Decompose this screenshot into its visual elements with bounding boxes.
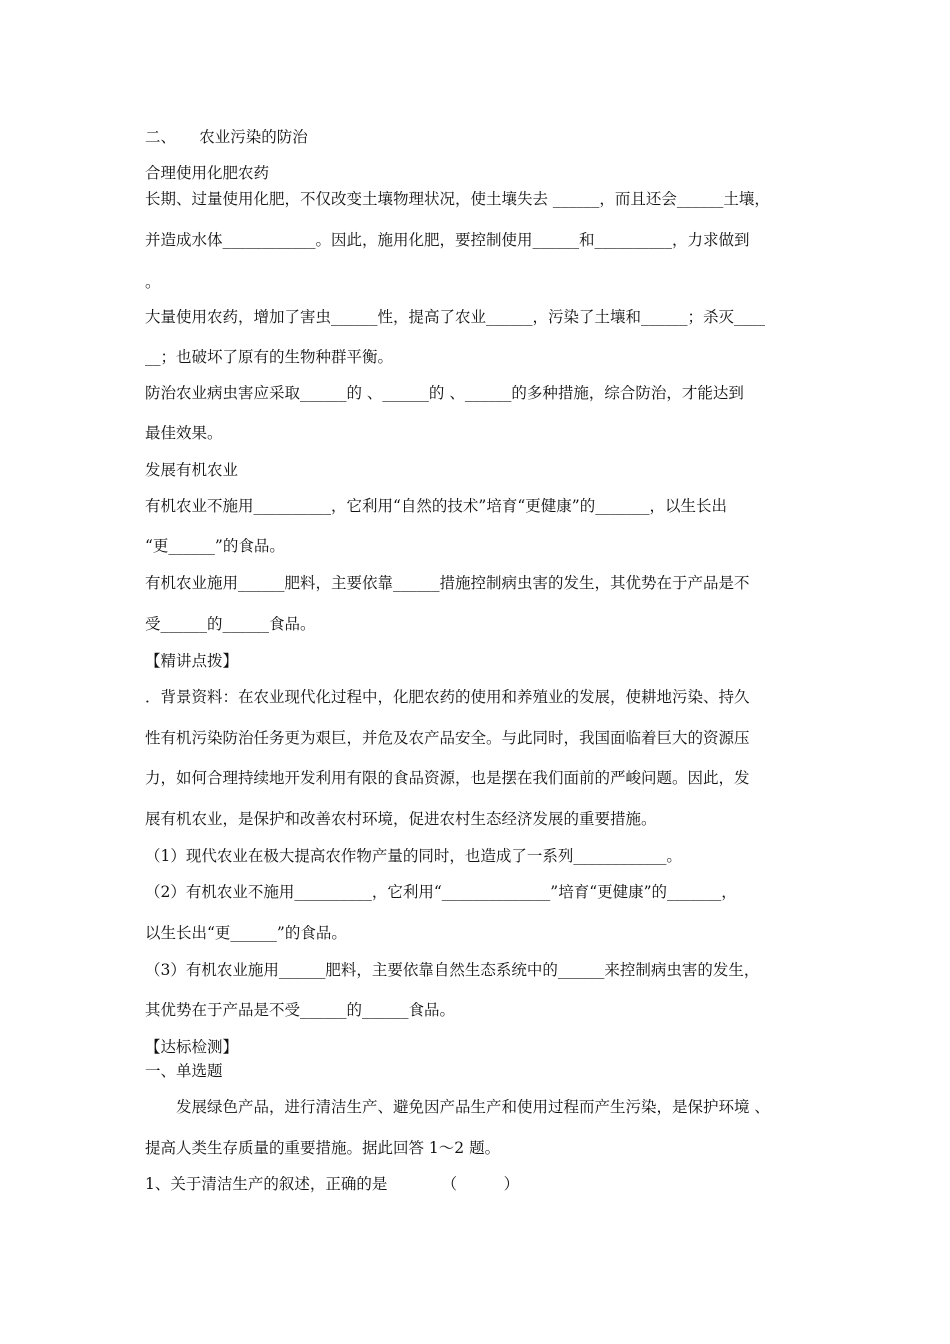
question-line: （3）有机农业施用______肥料，主要依靠自然生态系统中的______来控制病虫害的发生， bbox=[145, 961, 760, 979]
subheading-fertilizer: 合理使用化肥农药 bbox=[145, 164, 270, 182]
paragraph-line: 有机农业施用______肥料，主要依靠______措施控制病虫害的发生，其优势在于产品是不 bbox=[145, 574, 750, 592]
paragraph-line: 发展绿色产品，进行清洁生产、避免因产品生产和使用过程而产生污染，是保护环境 、 bbox=[145, 1098, 770, 1116]
section-heading: 二、 农业污染的防治 bbox=[145, 128, 308, 146]
paragraph-line: 受______的______食品。 bbox=[145, 615, 316, 633]
question-1: 1、关于清洁生产的叙述，正确的是 （ ） bbox=[145, 1175, 520, 1193]
paragraph-line: “更______”的食品。 bbox=[145, 537, 285, 555]
paragraph-line: 防治农业病虫害应采取______的 、______的 、______的多种措施，综合防治，才能达到 bbox=[145, 384, 744, 402]
paragraph-line: 性有机污染防治任务更为艰巨，并危及农产品安全。与此同时，我国面临着巨大的资源压 bbox=[145, 729, 750, 747]
question-line: 以生长出“更______”的食品。 bbox=[145, 924, 347, 942]
question-line: 其优势在于产品是不受______的______食品。 bbox=[145, 1001, 456, 1019]
paragraph-line: 最佳效果。 bbox=[145, 424, 223, 442]
paragraph-line: 长期、过量使用化肥，不仅改变土壤物理状况，使土壤失去 ______，而且还会______土壤， bbox=[145, 190, 770, 208]
paragraph-line: 。 bbox=[145, 273, 161, 291]
paragraph-line: 展有机农业，是保护和改善农村环境，促进农村生态经济发展的重要措施。 bbox=[145, 810, 657, 828]
paragraph-line: 有机农业不施用__________，它利用“自然的技术”培育“更健康”的_______，以生长出 bbox=[145, 497, 727, 515]
paragraph-line: 提高人类生存质量的重要措施。据此回答 1～2 题。 bbox=[145, 1139, 501, 1157]
question-line: （1）现代农业在极大提高农作物产量的同时，也造成了一系列____________。 bbox=[145, 847, 682, 865]
paragraph-line: 并造成水体____________。因此，施用化肥，要控制使用______和__________，力求做到 bbox=[145, 231, 750, 249]
paragraph-line: 大量使用农药，增加了害虫______性，提高了农业______，污染了土壤和______；杀灭____ bbox=[145, 308, 766, 326]
question-line: （2）有机农业不施用__________，它利用“______________”培育“更健康”的_______， bbox=[145, 883, 737, 901]
section-label-dabiao: 【达标检测】 bbox=[145, 1038, 239, 1056]
subheading-single-choice: 一、单选题 bbox=[145, 1062, 223, 1080]
paragraph-line: ．背景资料：在农业现代化过程中，化肥农药的使用和养殖业的发展，使耕地污染、持久 bbox=[145, 688, 750, 706]
section-label-jingjiang: 【精讲点拨】 bbox=[145, 652, 239, 670]
paragraph-line: __；也破坏了原有的生物种群平衡。 bbox=[145, 348, 394, 366]
paragraph-line: 力，如何合理持续地开发利用有限的食品资源，也是摆在我们面前的严峻问题。因此，发 bbox=[145, 769, 750, 787]
subheading-organic: 发展有机农业 bbox=[145, 461, 239, 479]
